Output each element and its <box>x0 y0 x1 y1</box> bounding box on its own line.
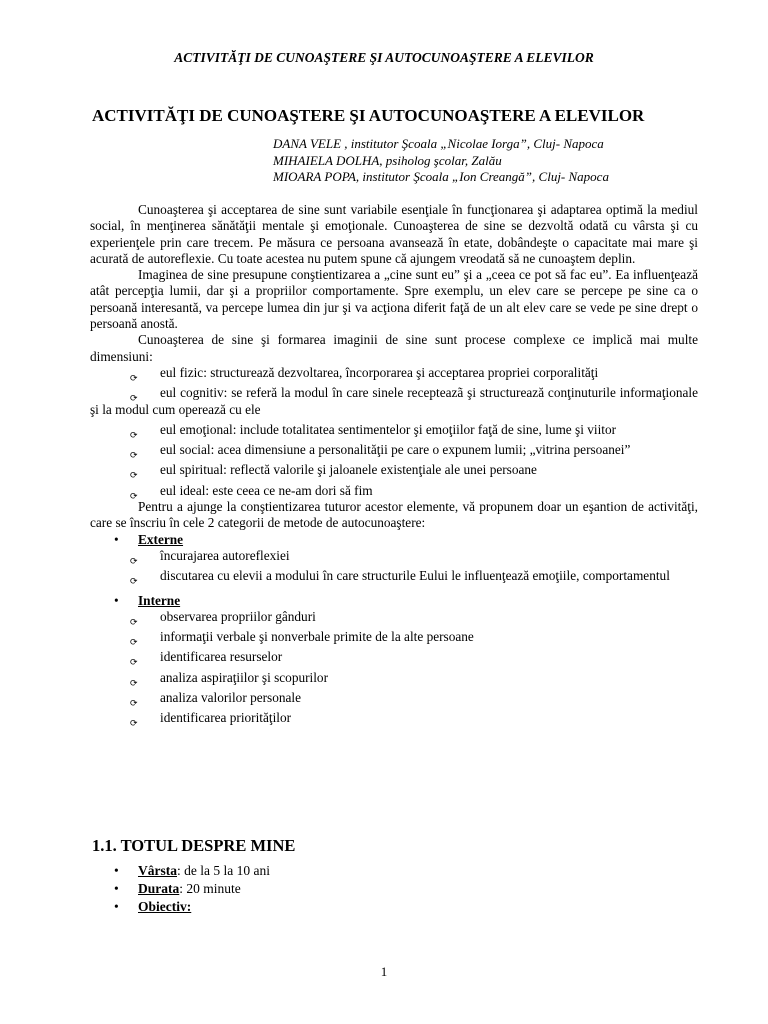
arrow-bullet-icon: ⟳ <box>130 394 138 405</box>
list-item <box>90 421 698 441</box>
list-item <box>90 482 698 502</box>
dimensions-list <box>90 364 698 502</box>
list-item-text: eul spiritual: reflectă valorile şi jaloanele existenţiale ale unei persoane <box>160 462 537 478</box>
list-item-text: eul emoţional: include totalitatea sentimentelor şi emoţiilor faţă de sine, lume şi viitor <box>160 421 617 437</box>
arrow-bullet-icon: ⟳ <box>130 491 138 502</box>
list-item-text: eul social: acea dimensiune a personalităţii pe care o expunem lumii; „vitrina persoanei” <box>160 442 631 458</box>
info-item-age <box>114 862 270 880</box>
info-label: Obiectiv: <box>138 899 192 914</box>
info-value: : 20 minute <box>179 881 241 896</box>
document-body <box>90 202 698 730</box>
arrow-bullet-icon: ⟳ <box>130 373 138 384</box>
arrow-bullet-icon: ⟳ <box>130 699 138 710</box>
list-item-text: eul ideal: este ceea ce ne-am dori să fim <box>160 482 373 498</box>
list-item <box>90 547 698 567</box>
arrow-bullet-icon: ⟳ <box>130 617 138 628</box>
list-item <box>90 629 698 649</box>
arrow-bullet-icon: ⟳ <box>130 471 138 482</box>
info-item-duration <box>114 880 270 898</box>
info-label: Durata <box>138 881 180 896</box>
list-item <box>90 385 698 418</box>
round-bullet-icon: • <box>114 592 119 608</box>
arrow-bullet-icon: ⟳ <box>130 451 138 462</box>
authors-block <box>273 136 609 186</box>
internal-methods-heading: • Interne <box>114 592 181 608</box>
paragraph: Cunoaşterea de sine şi formarea imaginii de sine sunt procese complexe ce implică mai multe dimensiuni: <box>90 332 698 364</box>
list-item <box>90 669 698 689</box>
paragraph: Imaginea de sine presupune conştientizarea a „cine sunt eu” şi a „ceea ce pot să fac eu”. Ea influenţează atât percepţia lumii, dar şi a propriilor comportamente. Spre exemplu, un elev care se percepe pe sine ca o persoană interesantă, va percepe lumea din jur şi va acţiona diferit faţă de un alt elev care se vede pe sine drept o persoană anostă. <box>90 267 698 332</box>
author-line: DANA VELE , institutor Şcoala „Nicolae Iorga”, Cluj- Napoca <box>273 136 604 151</box>
paragraph: Pentru a ajunge la conştientizarea tuturor acestor elemente, vă propunem doar un eşantion de activităţi, care se înscriu în cele 2 categorii de metode de autocunoaştere: <box>90 499 698 531</box>
list-item <box>90 442 698 462</box>
list-item-text: identificarea priorităţilor <box>160 710 292 726</box>
list-item-text: discutarea cu elevii a modului în care structurile Eului le influenţează emoţiile, comportamentul <box>160 568 670 584</box>
list-item-text: informaţii verbale şi nonverbale primite de la alte persoane <box>160 629 474 645</box>
paragraph: Cunoaşterea şi acceptarea de sine sunt variabile esenţiale în funcţionarea şi adaptarea optimă la mediul social, în menţinerea sănătăţii mentale şi emoţionale. Cunoaşterea de sine se dezvoltă odată cu vârsta şi cu experienţele prin care trecem. Pe măsura ce persoana avansează în etate, dobândeşte o capacitate mai mare şi acurată de autoreflexie. Cu toate acestea nu putem spune că ajungem vreodată să ne cunoaştem deplin. <box>90 202 698 266</box>
list-item-text: analiza valorilor personale <box>160 690 302 706</box>
arrow-bullet-icon: ⟳ <box>130 678 138 689</box>
page-number: 1 <box>380 964 388 979</box>
running-header: ACTIVITĂŢI DE CUNOAŞTERE ŞI AUTOCUNOAŞTERE A ELEVILOR <box>174 50 594 65</box>
info-value: : de la 5 la 10 ani <box>177 863 270 878</box>
arrow-bullet-icon: ⟳ <box>130 719 138 730</box>
arrow-bullet-icon: ⟳ <box>130 556 138 567</box>
list-item <box>90 568 698 588</box>
author-line: MIOARA POPA, institutor Şcoala „Ion Creangă”, Cluj- Napoca <box>273 169 609 184</box>
list-item-text: identificarea resurselor <box>160 649 283 665</box>
arrow-bullet-icon: ⟳ <box>130 577 138 588</box>
list-item <box>90 364 698 384</box>
list-item-text: observarea propriilor gânduri <box>160 608 316 624</box>
round-bullet-icon: • <box>114 881 119 896</box>
list-item <box>90 710 698 730</box>
list-item <box>90 608 698 628</box>
list-item-text: analiza aspiraţiilor şi scopurilor <box>160 669 329 685</box>
section-heading: 1.1. TOTUL DESPRE MINE <box>92 836 296 855</box>
list-item <box>90 649 698 669</box>
round-bullet-icon: • <box>114 899 119 914</box>
document-title: ACTIVITĂŢI DE CUNOAŞTERE ŞI AUTOCUNOAŞTERE A ELEVILOR <box>92 106 645 125</box>
activity-info-list <box>114 862 270 916</box>
list-item <box>90 690 698 710</box>
list-item-text: eul cognitiv: se referă la modul în care sinele recepteazã şi structurează conţinuturile informaţionale şi la modul cum operează cu ele <box>90 385 698 417</box>
list-item-text: eul fizic: structurează dezvoltarea, încorporarea şi acceptarea propriei corporalităţi <box>160 364 599 380</box>
list-item <box>90 462 698 482</box>
author-line: MIHAIELA DOLHA, psiholog şcolar, Zalău <box>273 152 502 168</box>
round-bullet-icon: • <box>114 863 119 878</box>
external-methods-heading: • Externe <box>114 531 184 547</box>
arrow-bullet-icon: ⟳ <box>130 638 138 649</box>
arrow-bullet-icon: ⟳ <box>130 658 138 669</box>
info-item-objective <box>114 898 270 916</box>
info-label: Vârsta <box>138 863 177 878</box>
round-bullet-icon: • <box>114 531 119 547</box>
arrow-bullet-icon: ⟳ <box>130 430 138 441</box>
list-item-text: încurajarea autoreflexiei <box>160 547 290 563</box>
